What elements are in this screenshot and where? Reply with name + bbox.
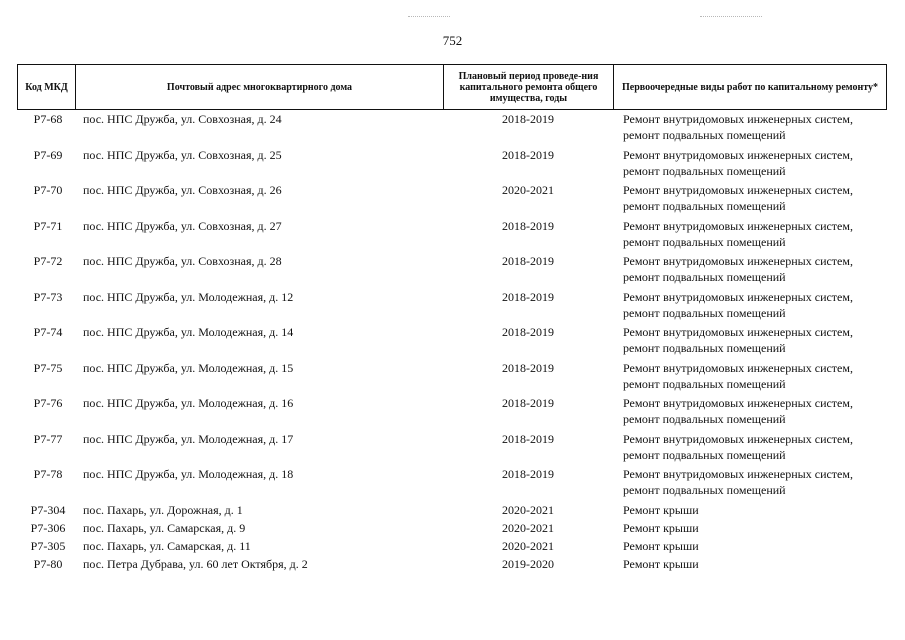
works-line: Ремонт внутридомовых инженерных систем,: [623, 183, 853, 197]
works-line: Ремонт внутридомовых инженерных систем,: [623, 325, 853, 339]
works-line: ремонт подвальных помещений: [623, 341, 786, 355]
cell-code: Р7-78: [33, 467, 63, 481]
cell-code: Р7-305: [30, 538, 66, 553]
cell-address: пос. НПС Дружба, ул. Совхозная, д. 26: [83, 183, 282, 197]
table-row: [17, 289, 887, 325]
works-line: Ремонт внутридомовых инженерных систем,: [623, 360, 853, 375]
cell-works: [613, 324, 887, 360]
table-row: [17, 538, 887, 556]
table-row: [17, 520, 887, 538]
cell-code: Р7-304: [30, 502, 66, 517]
works-line: Ремонт внутридомовых инженерных систем,: [623, 147, 853, 162]
cell-address: пос. Пахарь, ул. Дорожная, д. 1: [83, 502, 243, 517]
cell-period: 2018-2019: [502, 325, 554, 339]
works-line: Ремонт внутридомовых инженерных систем,: [623, 254, 853, 268]
table-row: [17, 431, 887, 467]
cell-period: 2018-2019: [502, 218, 554, 233]
cell-period: 2020-2021: [502, 538, 554, 553]
cell-period: 2020-2021: [502, 183, 554, 197]
cell-works: [613, 360, 887, 396]
works-line: Ремонт крыши: [623, 538, 699, 553]
scan-mark-left: [408, 16, 450, 18]
cell-works: [613, 520, 887, 538]
page-number: 752: [442, 33, 463, 48]
cell-period: 2018-2019: [502, 431, 554, 446]
cell-code: Р7-80: [33, 556, 63, 571]
table-row: [17, 466, 887, 502]
cell-works: [613, 111, 887, 147]
cell-code: Р7-73: [33, 289, 63, 304]
table-row: [17, 111, 887, 147]
works-line: ремонт подвальных помещений: [623, 128, 786, 142]
cell-address: пос. НПС Дружба, ул. Молодежная, д. 12: [83, 289, 294, 304]
scan-mark-right: [700, 16, 762, 18]
cell-period: 2018-2019: [502, 254, 554, 268]
table-row: [17, 147, 887, 183]
cell-period: 2018-2019: [502, 289, 554, 304]
cell-period: 2018-2019: [502, 147, 554, 162]
cell-address: пос. НПС Дружба, ул. Совхозная, д. 25: [83, 147, 282, 162]
works-line: ремонт подвальных помещений: [623, 270, 786, 284]
works-line: ремонт подвальных помещений: [623, 199, 786, 213]
cell-code: Р7-75: [33, 360, 63, 375]
works-line: Ремонт внутридомовых инженерных систем,: [623, 467, 853, 481]
cell-works: [613, 466, 887, 502]
table-row: [17, 218, 887, 254]
works-line: ремонт подвальных помещений: [623, 376, 786, 391]
cell-works: [613, 253, 887, 289]
cell-works: [613, 182, 887, 218]
cell-address: пос. НПС Дружба, ул. Молодежная, д. 17: [83, 431, 294, 446]
cell-period: 2018-2019: [502, 112, 554, 126]
cell-address: пос. НПС Дружба, ул. Молодежная, д. 16: [83, 396, 294, 410]
cell-period: 2018-2019: [502, 467, 554, 481]
header-code: Код МКД: [17, 65, 75, 109]
header-works: Первоочередные виды работ по капитальному ремонту*: [613, 65, 887, 109]
works-line: Ремонт внутридомовых инженерных систем,: [623, 112, 853, 126]
table-row: [17, 502, 887, 520]
cell-address: пос. НПС Дружба, ул. Молодежная, д. 14: [83, 325, 294, 339]
cell-code: Р7-72: [33, 254, 63, 268]
works-line: ремонт подвальных помещений: [623, 412, 786, 426]
cell-code: Р7-76: [33, 396, 63, 410]
works-line: ремонт подвальных помещений: [623, 483, 786, 497]
cell-works: [613, 556, 887, 574]
table-body: [17, 111, 887, 574]
header-period: Плановый период проведе-ния капитального ремонта общего имущества, годы: [443, 65, 613, 109]
works-line: Ремонт крыши: [623, 556, 699, 571]
works-line: Ремонт крыши: [623, 520, 699, 535]
cell-period: 2019-2020: [502, 556, 554, 571]
works-line: Ремонт внутридомовых инженерных систем,: [623, 289, 853, 304]
cell-code: Р7-70: [33, 183, 63, 197]
cell-code: Р7-71: [33, 218, 63, 233]
cell-works: [613, 431, 887, 467]
cell-address: пос. НПС Дружба, ул. Совхозная, д. 27: [83, 218, 282, 233]
cell-address: пос. НПС Дружба, ул. Совхозная, д. 24: [83, 112, 282, 126]
cell-address: пос. НПС Дружба, ул. Молодежная, д. 15: [83, 360, 294, 375]
cell-works: [613, 289, 887, 325]
cell-address: пос. Пахарь, ул. Самарская, д. 9: [83, 520, 246, 535]
works-line: ремонт подвальных помещений: [623, 305, 786, 320]
cell-period: 2018-2019: [502, 396, 554, 410]
table-row: [17, 324, 887, 360]
cell-period: 2018-2019: [502, 360, 554, 375]
cell-code: Р7-74: [33, 325, 63, 339]
cell-code: Р7-77: [33, 431, 63, 446]
table-row: [17, 253, 887, 289]
cell-period: 2020-2021: [502, 502, 554, 517]
table-header: [17, 64, 887, 110]
table-row: [17, 182, 887, 218]
cell-address: пос. НПС Дружба, ул. Молодежная, д. 18: [83, 467, 294, 481]
works-line: ремонт подвальных помещений: [623, 163, 786, 178]
table-row: [17, 360, 887, 396]
cell-works: [613, 395, 887, 431]
works-line: ремонт подвальных помещений: [623, 234, 786, 249]
works-line: Ремонт внутридомовых инженерных систем,: [623, 218, 853, 233]
cell-code: Р7-68: [33, 112, 63, 126]
table-row: [17, 556, 887, 574]
cell-address: пос. Пахарь, ул. Самарская, д. 11: [83, 538, 251, 553]
works-line: Ремонт внутридомовых инженерных систем,: [623, 396, 853, 410]
cell-address: пос. НПС Дружба, ул. Совхозная, д. 28: [83, 254, 282, 268]
cell-code: Р7-306: [30, 520, 66, 535]
cell-address: пос. Петра Дубрава, ул. 60 лет Октября, д. 2: [83, 556, 308, 571]
cell-works: [613, 538, 887, 556]
header-address: Почтовый адрес многоквартирного дома: [75, 65, 443, 109]
works-line: ремонт подвальных помещений: [623, 447, 786, 462]
cell-works: [613, 218, 887, 254]
cell-period: 2020-2021: [502, 520, 554, 535]
cell-works: [613, 147, 887, 183]
works-line: Ремонт крыши: [623, 502, 699, 517]
works-line: Ремонт внутридомовых инженерных систем,: [623, 431, 853, 446]
cell-works: [613, 502, 887, 520]
table-row: [17, 395, 887, 431]
cell-code: Р7-69: [33, 147, 63, 162]
